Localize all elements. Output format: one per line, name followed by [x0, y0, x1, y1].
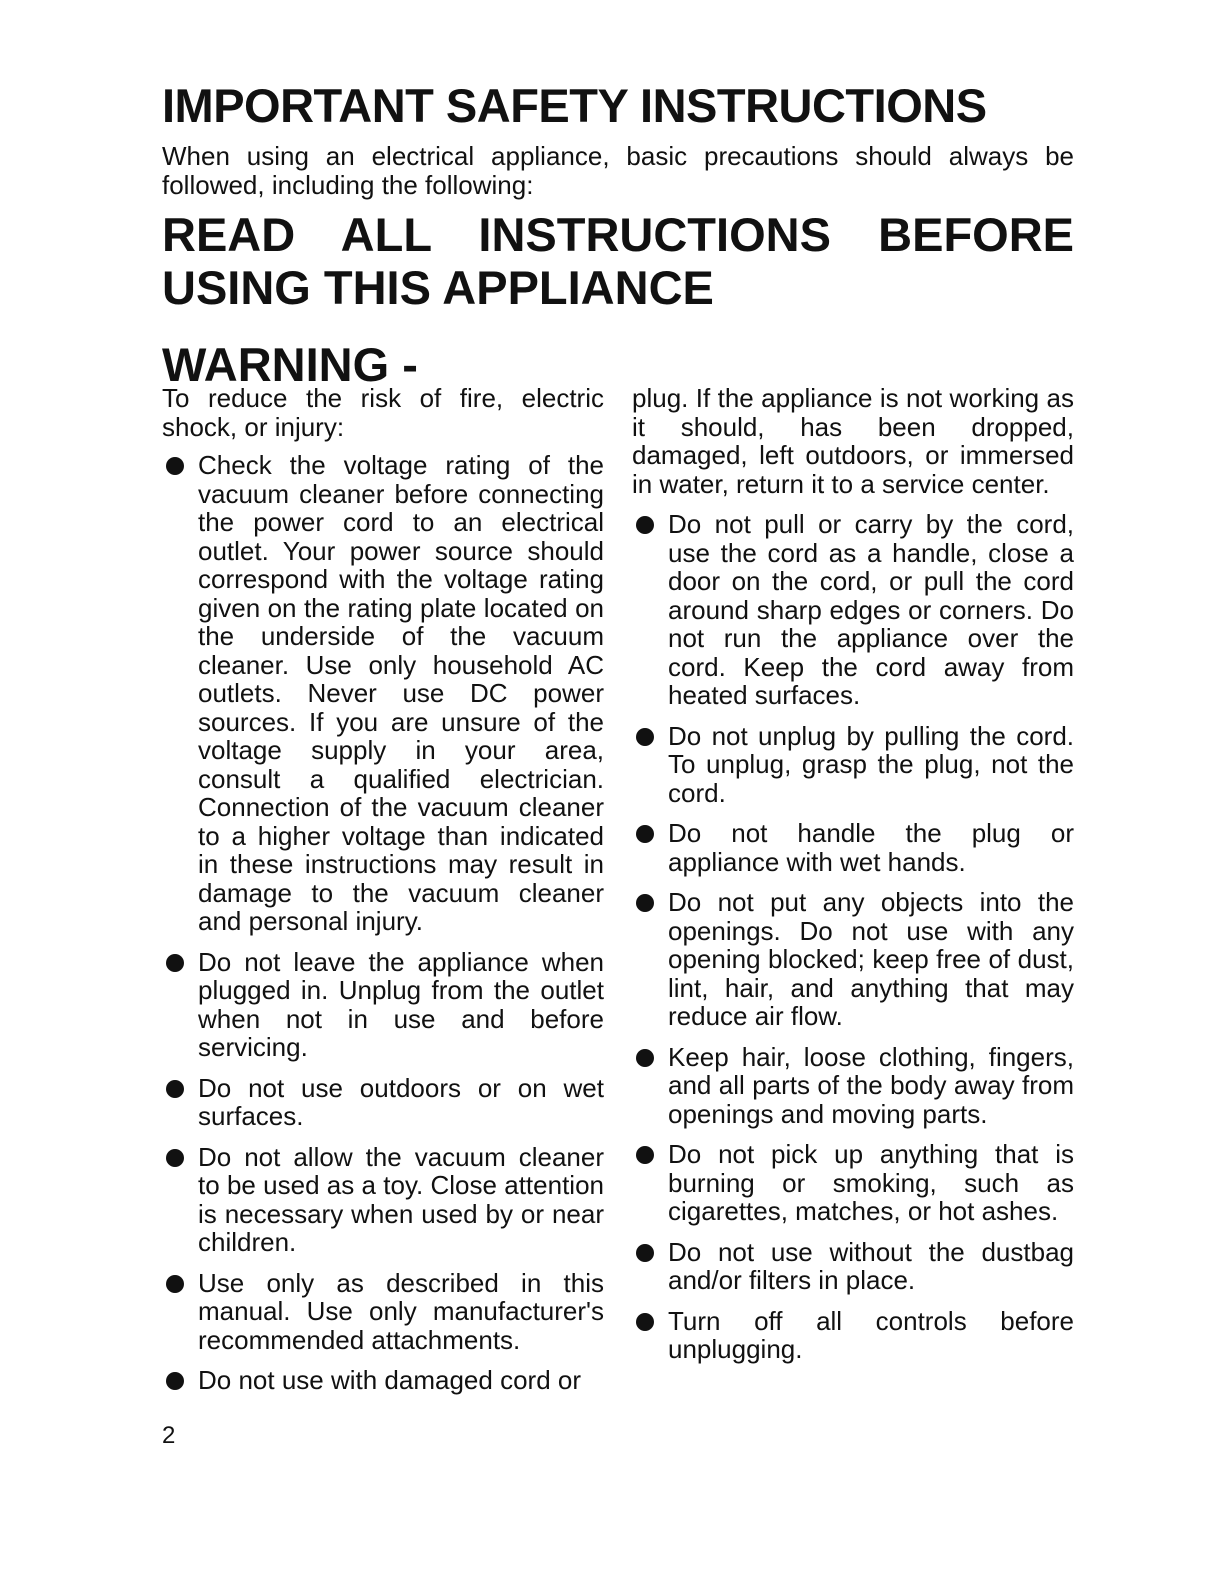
left-column	[162, 384, 604, 1407]
list-item-text: Do not use without the dustbag and/or filters in place.	[668, 1236, 1074, 1295]
bullet-icon	[166, 954, 184, 972]
list-item-text: Do not allow the vacuum cleaner to be used as a toy. Close attention is necessary when used by or near children.	[198, 1141, 604, 1257]
list-item-text: Do not use outdoors or on wet surfaces.	[198, 1072, 604, 1131]
list-item-text: Do not use with damaged cord or	[198, 1365, 581, 1395]
intro-text: When using an electrical appliance, basic precautions should always be followed, including the following:	[162, 141, 1074, 200]
list-item	[632, 1307, 1074, 1364]
list-item	[632, 722, 1074, 808]
bullet-icon	[636, 1244, 654, 1262]
list-item	[162, 948, 604, 1062]
list-item-text: Do not leave the appliance when plugged in. Unplug from the outlet when not in use and before servicing.	[198, 946, 604, 1062]
manual-page	[162, 78, 1074, 1395]
bullet-icon	[166, 1080, 184, 1098]
bullet-icon	[636, 1049, 654, 1067]
list-item	[162, 1269, 604, 1355]
list-item-text: Do not unplug by pulling the cord. To unplug, grasp the plug, not the cord.	[668, 720, 1074, 808]
list-item	[632, 888, 1074, 1031]
bullet-icon	[636, 728, 654, 746]
bullet-icon	[636, 1313, 654, 1331]
bullet-icon	[636, 1146, 654, 1164]
right-column	[632, 384, 1074, 1376]
heading2-line2: USING THIS APPLIANCE	[162, 261, 714, 314]
heading2-line1: READ ALL INSTRUCTIONS BEFORE	[162, 208, 1074, 261]
list-item-text: Use only as described in this manual. Use only manufacturer's recommended attachments.	[198, 1267, 604, 1355]
list-item	[632, 1140, 1074, 1226]
list-item-text: Do not pick up anything that is burning or smoking, such as cigarettes, matches, or hot ashes.	[668, 1139, 1074, 1226]
continued-item-text: plug. If the appliance is not working as it should, has been dropped, damaged, left outdoors, or immersed in water, return it to a service center.	[632, 383, 1074, 499]
bullet-icon	[166, 457, 184, 475]
list-item-text: Do not pull or carry by the cord, use the cord as a handle, close a door on the cord, or pull the cord around sharp edges or corners. Do not run the appliance over the cord. Keep the cord away from heated surfaces.	[668, 509, 1074, 710]
bullet-icon	[636, 894, 654, 912]
bullet-icon	[166, 1275, 184, 1293]
list-item	[162, 1074, 604, 1131]
page-title: IMPORTANT SAFETY INSTRUCTIONS	[162, 79, 987, 132]
list-item-text: Do not handle the plug or appliance with wet hands.	[668, 818, 1074, 877]
bullet-icon	[166, 1372, 184, 1390]
list-item	[632, 510, 1074, 710]
list-item	[632, 1238, 1074, 1295]
list-item	[162, 451, 604, 936]
list-item-text: Turn off all controls before unplugging.	[668, 1305, 1074, 1364]
list-item	[162, 1366, 604, 1395]
warning-heading: WARNING -	[162, 338, 418, 391]
list-item-text: Check the voltage rating of the vacuum cleaner before connecting the power cord to an electrical outlet. Your power source should correspond with the voltage rating given on the rating plate located on the underside of the vacuum cleaner. Use only household AC outlets. Never use DC power sources. If you are unsure of the voltage supply in your area, consult a qualified electrician. Connection of the vacuum cleaner to a higher voltage than indicated in these instructions may result in damage to the vacuum cleaner and personal injury.	[198, 450, 604, 936]
warning-lead: To reduce the risk of fire, electric shock, or injury:	[162, 383, 604, 442]
bullet-icon	[166, 1149, 184, 1167]
read-instructions-heading	[162, 208, 1074, 314]
bullet-icon	[636, 825, 654, 843]
list-item	[632, 1043, 1074, 1129]
list-item	[162, 1143, 604, 1257]
bullet-icon	[636, 516, 654, 534]
list-item-text: Keep hair, loose clothing, fingers, and all parts of the body away from openings and moving parts.	[668, 1041, 1074, 1129]
list-item	[632, 819, 1074, 876]
list-item-text: Do not put any objects into the openings. Do not use with any opening blocked; keep free of dust, lint, hair, and anything that may reduce air flow.	[668, 887, 1074, 1031]
page-number: 2	[162, 1422, 176, 1449]
